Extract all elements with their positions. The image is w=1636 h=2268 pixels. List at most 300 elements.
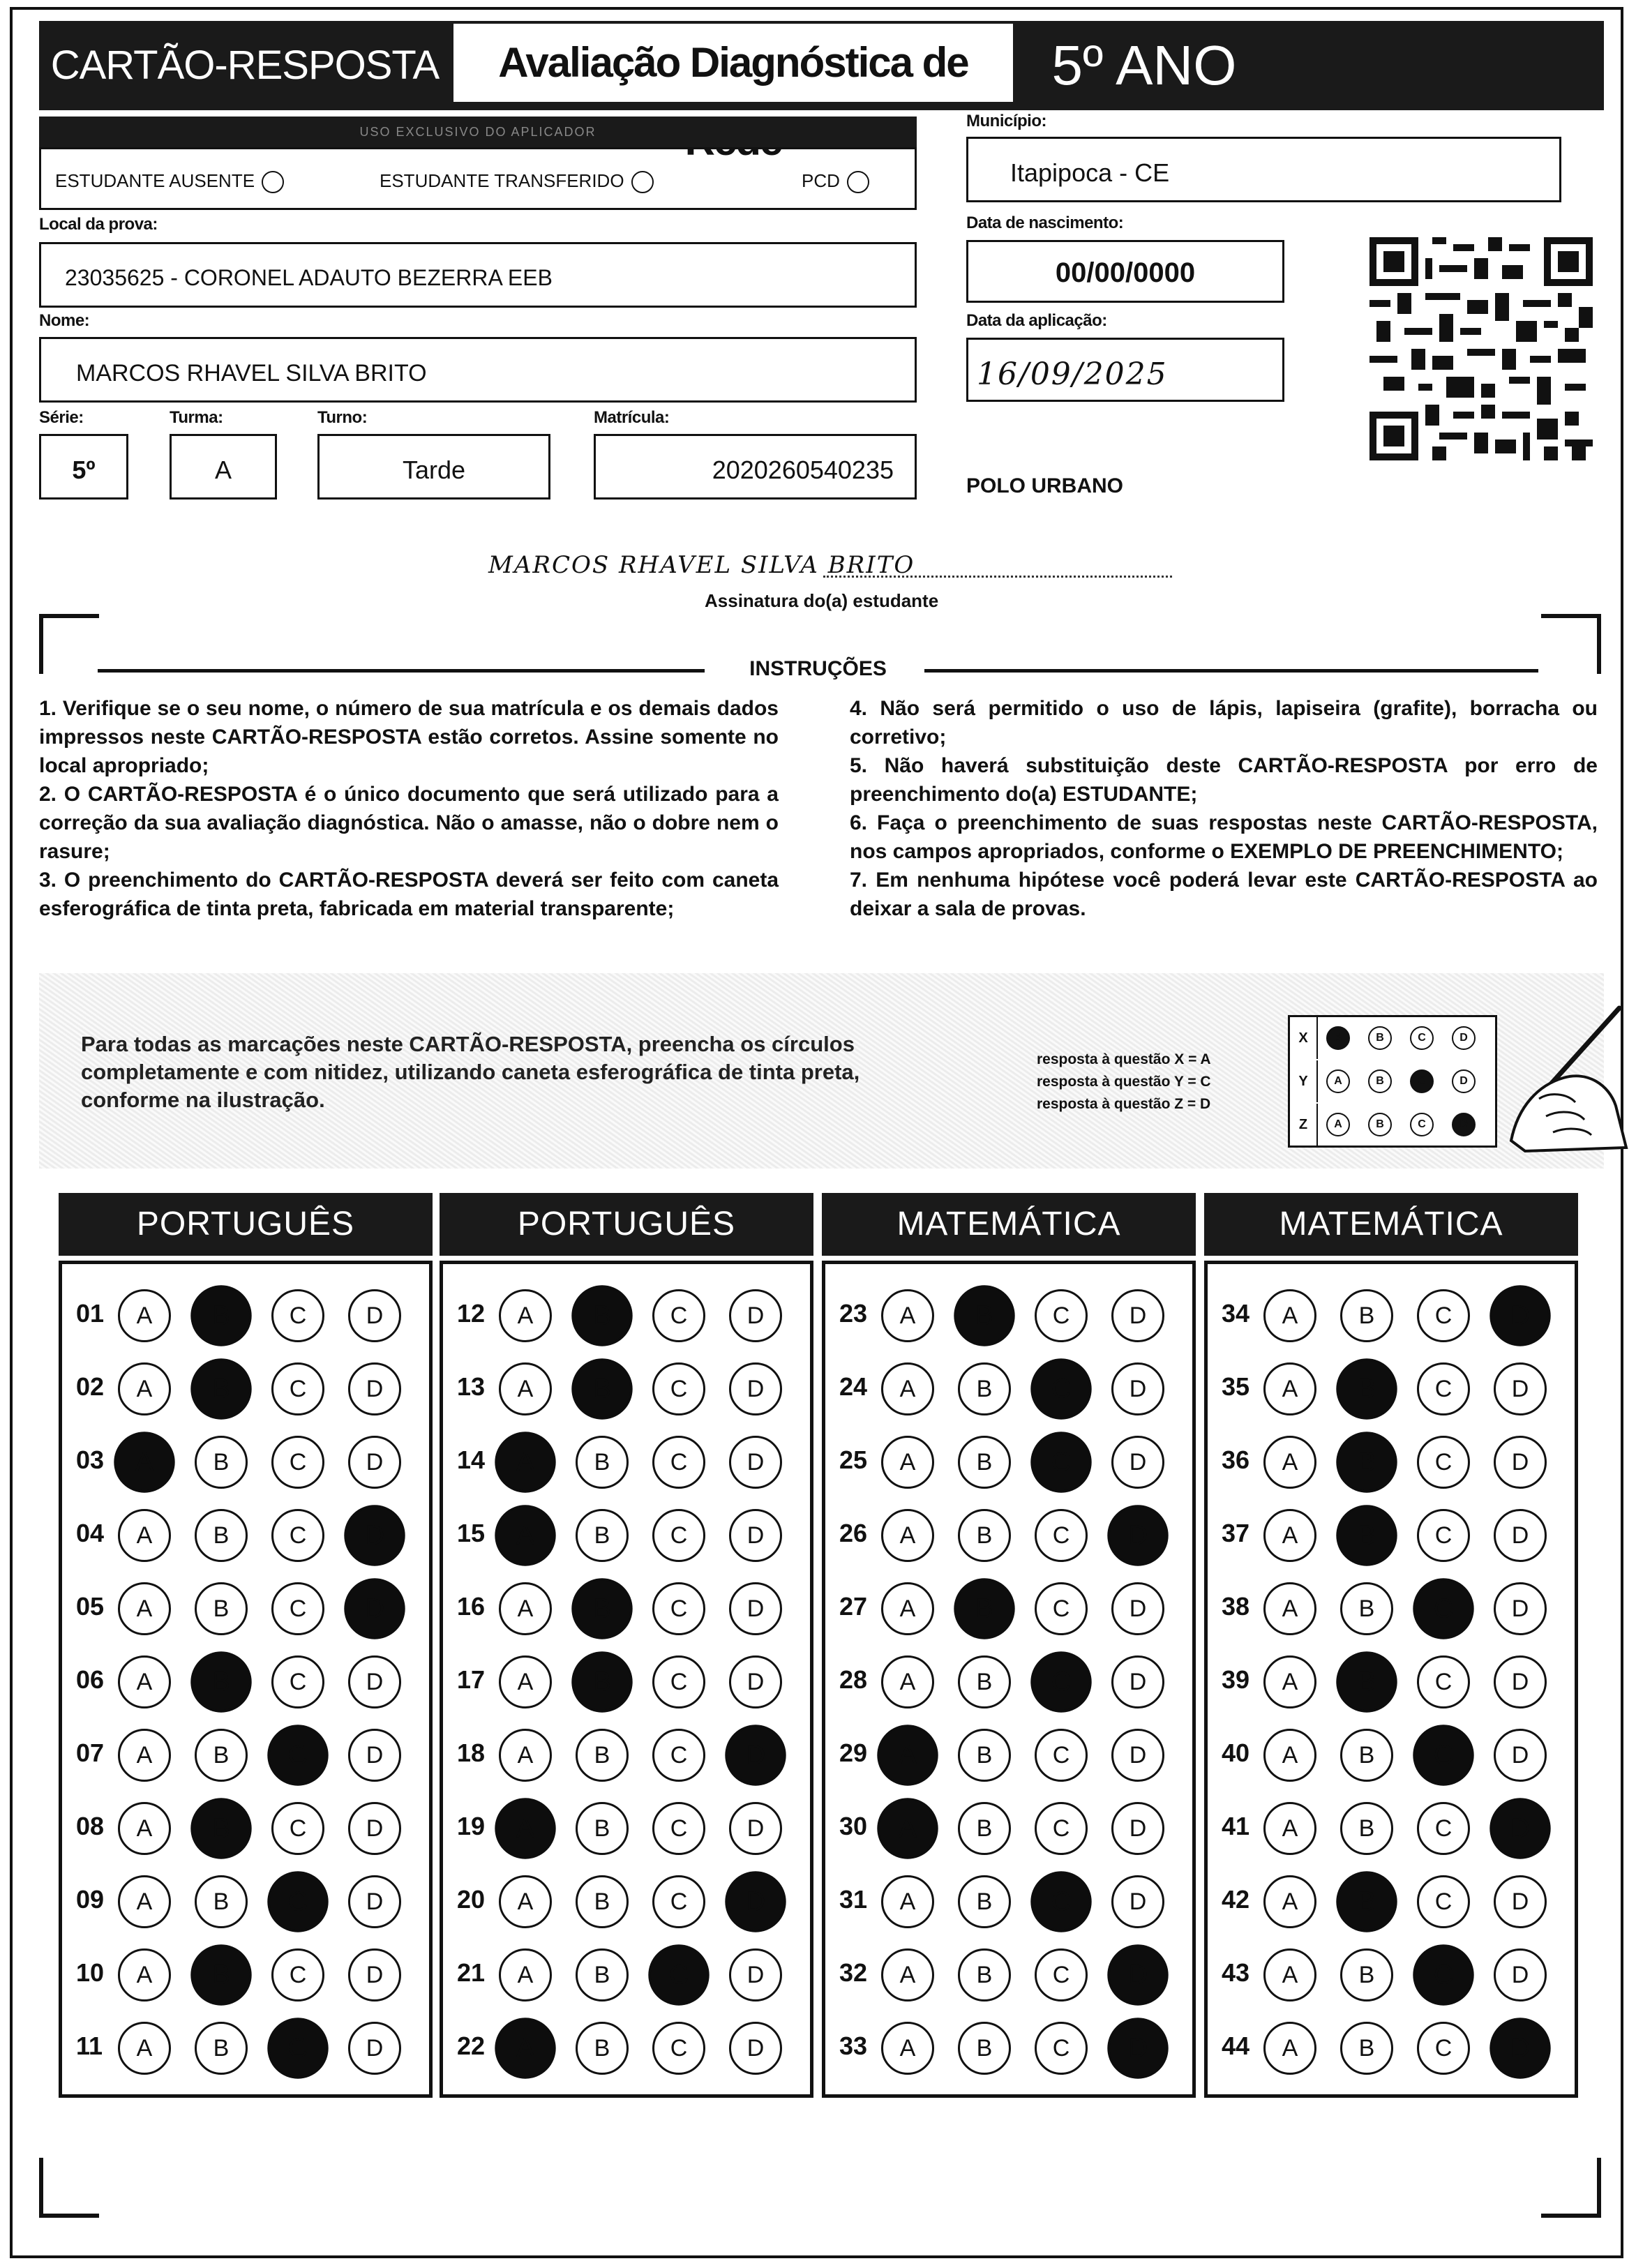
hand-pen-icon [1497, 1001, 1630, 1155]
example-bubble-c: C [1410, 1069, 1434, 1093]
question-row [443, 1432, 810, 1487]
answer-bubble-d[interactable]: D [1494, 1436, 1547, 1489]
question-row [62, 1578, 429, 1634]
answer-bubble-c[interactable]: C [1417, 1655, 1470, 1708]
answer-bubble-a[interactable]: A [118, 2022, 171, 2075]
example-bubble-b: B [1368, 1069, 1392, 1093]
answer-bubble-a[interactable]: A [499, 1948, 552, 2002]
answer-bubble-b[interactable]: B [576, 1436, 629, 1489]
answer-bubble-b[interactable]: B [1340, 1948, 1393, 2002]
question-row [62, 1358, 429, 1414]
answer-bubble-c[interactable]: C [1035, 2022, 1088, 2075]
answer-bubble-c[interactable]: C [271, 1582, 324, 1635]
answer-bubble-b[interactable]: B [576, 1729, 629, 1782]
example-bubble-d: D [1452, 1026, 1476, 1050]
question-number: 22 [457, 2032, 486, 2060]
answer-column [822, 1261, 1196, 2098]
question-row [62, 1871, 429, 1927]
answer-bubble-d[interactable]: D [1489, 2018, 1550, 2078]
question-number: 27 [839, 1592, 868, 1621]
answer-bubble-a[interactable]: A [881, 1948, 934, 2002]
answer-bubble-d[interactable]: D [1107, 1944, 1168, 2005]
nome-value: MARCOS RHAVEL SILVA BRITO [76, 360, 427, 386]
answer-bubble-c[interactable]: C [1030, 1358, 1091, 1419]
answer-bubble-d[interactable]: D [1111, 1362, 1164, 1415]
answer-bubble-d[interactable]: D [1494, 1875, 1547, 1928]
example-key-x: resposta à questão X = A [1037, 1051, 1211, 1067]
question-number: 02 [76, 1372, 105, 1401]
answer-bubble-b[interactable]: B [954, 1285, 1014, 1346]
answer-bubble-c[interactable]: C [1035, 1729, 1088, 1782]
answer-column [440, 1261, 813, 2098]
question-number: 44 [1222, 2032, 1250, 2060]
answer-bubble-c[interactable]: C [271, 1436, 324, 1489]
question-row [1208, 1578, 1575, 1634]
instruction-7: 7. Em nenhuma hipótese você poderá levar este CARTÃO-RESPOSTA ao deixar a sala de provas. [850, 869, 1598, 920]
fill-example-keys [1037, 1049, 1211, 1116]
answer-bubble-d[interactable]: D [729, 1582, 782, 1635]
question-number: 06 [76, 1665, 105, 1694]
question-row [1208, 1871, 1575, 1927]
question-number: 11 [76, 2032, 103, 2060]
answer-bubble-c[interactable]: C [1035, 1289, 1088, 1342]
answer-bubble-d[interactable]: D [1494, 1948, 1547, 2002]
question-number: 14 [457, 1445, 486, 1474]
answer-bubble-a[interactable]: A [877, 1725, 938, 1785]
answer-bubble-b[interactable]: B [958, 2022, 1011, 2075]
answer-bubble-d[interactable]: D [1111, 1582, 1164, 1635]
answer-bubble-b[interactable]: B [1336, 1651, 1397, 1712]
answer-bubble-c[interactable]: C [1413, 1578, 1473, 1639]
question-row [62, 1432, 429, 1487]
answer-bubble-b[interactable]: B [958, 1362, 1011, 1415]
answer-bubble-b[interactable]: B [195, 1509, 248, 1562]
fill-example-grid [1288, 1015, 1497, 1148]
answer-bubble-b[interactable]: B [576, 1875, 629, 1928]
question-row [443, 1871, 810, 1927]
answer-bubble-c[interactable]: C [271, 1509, 324, 1562]
answer-bubble-d[interactable]: D [1111, 1802, 1164, 1855]
answer-bubble-b[interactable]: B [576, 1948, 629, 2002]
answer-bubble-d[interactable]: D [1489, 1798, 1550, 1858]
answer-bubble-b[interactable]: B [958, 1729, 1011, 1782]
answer-bubble-c[interactable]: C [267, 2018, 328, 2078]
question-row [1208, 1505, 1575, 1561]
status-box [39, 147, 917, 210]
transferred-option[interactable] [380, 170, 654, 193]
answer-bubble-d[interactable]: D [1111, 1875, 1164, 1928]
answer-bubble-d[interactable]: D [725, 1871, 786, 1932]
answer-bubble-c[interactable]: C [271, 1802, 324, 1855]
answer-bubble-a[interactable]: A [881, 1875, 934, 1928]
question-number: 20 [457, 1885, 486, 1914]
answer-bubble-c[interactable]: C [271, 1289, 324, 1342]
question-number: 07 [76, 1738, 105, 1767]
question-number: 31 [839, 1885, 868, 1914]
question-row [62, 1285, 429, 1341]
answer-bubble-a[interactable]: A [881, 1362, 934, 1415]
answer-bubble-d[interactable]: D [1107, 2018, 1168, 2078]
answer-bubble-c[interactable]: C [1030, 1871, 1091, 1932]
answer-bubble-b[interactable]: B [958, 1436, 1011, 1489]
question-row [1208, 2018, 1575, 2073]
example-bubble-b: B [1368, 1026, 1392, 1050]
question-row [62, 1651, 429, 1707]
answer-bubble-a[interactable]: A [1263, 1948, 1316, 2002]
answer-bubble-c[interactable]: C [1417, 1875, 1470, 1928]
answer-bubble-d[interactable]: D [1494, 1729, 1547, 1782]
answer-bubble-a[interactable]: A [1263, 1436, 1316, 1489]
question-row [62, 1505, 429, 1561]
answer-bubble-d[interactable]: D [348, 1436, 401, 1489]
answer-bubble-c[interactable]: C [1030, 1432, 1091, 1492]
absent-bubble[interactable] [262, 171, 284, 193]
answer-bubble-b[interactable]: B [190, 1651, 251, 1712]
answer-bubble-a[interactable]: A [118, 1802, 171, 1855]
answer-bubble-c[interactable]: C [652, 1289, 705, 1342]
question-number: 32 [839, 1958, 868, 1987]
local-value: 23035625 - CORONEL ADAUTO BEZERRA EEB [65, 265, 553, 290]
answer-bubble-a[interactable]: A [118, 1289, 171, 1342]
answer-bubble-d[interactable]: D [348, 1655, 401, 1708]
answer-bubble-a[interactable]: A [1263, 1802, 1316, 1855]
answer-bubble-b[interactable]: B [190, 1798, 251, 1858]
answer-bubble-d[interactable]: D [729, 1362, 782, 1415]
answer-bubble-b[interactable]: B [1336, 1358, 1397, 1419]
answer-bubble-d[interactable]: D [1494, 1655, 1547, 1708]
question-number: 18 [457, 1738, 486, 1767]
answer-bubble-a[interactable]: A [499, 1875, 552, 1928]
signature-line [823, 576, 1172, 578]
turno-value: Tarde [402, 456, 466, 484]
answer-bubble-c[interactable]: C [1417, 1802, 1470, 1855]
answer-bubble-a[interactable]: A [114, 1432, 174, 1492]
answer-bubble-a[interactable]: A [1263, 1729, 1316, 1782]
answer-column [1204, 1261, 1578, 2098]
nascimento-label: Data de nascimento: [966, 213, 1124, 232]
answer-bubble-c[interactable]: C [1417, 1362, 1470, 1415]
question-row [443, 1725, 810, 1780]
instructions-title: INSTRUÇÕES [749, 657, 887, 680]
answer-bubble-c[interactable]: C [652, 1729, 705, 1782]
answer-bubble-c[interactable]: C [652, 1802, 705, 1855]
absent-option[interactable] [55, 170, 284, 193]
answer-bubble-d[interactable]: D [1494, 1362, 1547, 1415]
answer-bubble-a[interactable]: A [118, 1655, 171, 1708]
nascimento-value: 00/00/0000 [1055, 257, 1196, 288]
serie-value: 5º [72, 456, 96, 484]
answer-bubble-c[interactable]: C [1413, 1944, 1473, 2005]
instruction-1: 1. Verifique se o seu nome, o número de sua matrícula e os demais dados impressos neste CARTÃO-RESPOSTA estão corretos. Assine somente no local apropriado; [39, 697, 779, 777]
answer-bubble-d[interactable]: D [1111, 1729, 1164, 1782]
question-number: 09 [76, 1885, 105, 1914]
answer-bubble-b[interactable]: B [195, 1436, 248, 1489]
answer-bubble-d[interactable]: D [344, 1578, 405, 1639]
example-row-label: Z [1290, 1104, 1318, 1146]
question-row [443, 1798, 810, 1854]
question-number: 36 [1222, 1445, 1250, 1474]
answer-bubble-d[interactable]: D [348, 1802, 401, 1855]
question-number: 15 [457, 1519, 486, 1547]
nome-field [39, 337, 917, 403]
answer-bubble-a[interactable]: A [499, 1289, 552, 1342]
student-signature: MARCOS RHAVEL SILVA BRITO [488, 551, 915, 579]
answer-bubble-c[interactable]: C [652, 1875, 705, 1928]
answer-bubble-b[interactable]: B [571, 1285, 632, 1346]
question-number: 17 [457, 1665, 486, 1694]
answer-bubble-a[interactable]: A [499, 1655, 552, 1708]
answer-bubble-c[interactable]: C [648, 1944, 709, 2005]
question-number: 34 [1222, 1299, 1250, 1328]
question-row [443, 2018, 810, 2073]
answer-bubble-a[interactable]: A [495, 1798, 555, 1858]
answer-bubble-c[interactable]: C [652, 1436, 705, 1489]
question-row [825, 1358, 1192, 1414]
answer-bubble-a[interactable]: A [881, 1289, 934, 1342]
nascimento-field [966, 240, 1284, 303]
answer-bubble-a[interactable]: A [881, 1655, 934, 1708]
answer-bubble-d[interactable]: D [729, 2022, 782, 2075]
answer-bubble-d[interactable]: D [1494, 1582, 1547, 1635]
answer-bubble-c[interactable]: C [1035, 1582, 1088, 1635]
answer-bubble-c[interactable]: C [1035, 1509, 1088, 1562]
answer-bubble-d[interactable]: D [348, 1875, 401, 1928]
question-row [1208, 1798, 1575, 1854]
municipio-label: Município: [966, 112, 1046, 130]
answer-bubble-b[interactable]: B [1336, 1432, 1397, 1492]
example-row-label: Y [1290, 1060, 1318, 1102]
answer-bubble-b[interactable]: B [571, 1578, 632, 1639]
turno-label: Turno: [317, 408, 368, 427]
corner-mark-bottom-left [39, 2158, 99, 2218]
answer-bubble-a[interactable]: A [881, 1436, 934, 1489]
answer-bubble-d[interactable]: D [348, 1948, 401, 2002]
pcd-bubble[interactable] [847, 171, 869, 193]
answer-bubble-a[interactable]: A [881, 1509, 934, 1562]
answer-bubble-b[interactable]: B [958, 1655, 1011, 1708]
question-row [825, 1651, 1192, 1707]
answer-bubble-b[interactable]: B [576, 1509, 629, 1562]
example-row-label: X [1290, 1017, 1318, 1059]
question-row [825, 1432, 1192, 1487]
answer-bubble-b[interactable]: B [190, 1285, 251, 1346]
nome-label: Nome: [39, 311, 90, 330]
pcd-label: PCD [802, 170, 840, 191]
example-key-y: resposta à questão Y = C [1037, 1074, 1211, 1090]
answer-bubble-a[interactable]: A [118, 1729, 171, 1782]
answer-bubble-c[interactable]: C [1417, 1289, 1470, 1342]
answer-bubble-a[interactable]: A [881, 2022, 934, 2075]
answer-bubble-d[interactable]: D [729, 1802, 782, 1855]
answer-bubble-c[interactable]: C [271, 1362, 324, 1415]
answer-bubble-d[interactable]: D [348, 1289, 401, 1342]
question-row [1208, 1358, 1575, 1414]
turma-field [170, 434, 277, 500]
example-row [1290, 1017, 1495, 1059]
example-bubble-c: C [1410, 1113, 1434, 1136]
question-number: 30 [839, 1812, 868, 1840]
answer-bubble-a[interactable]: A [877, 1798, 938, 1858]
answer-bubble-b[interactable]: B [195, 1582, 248, 1635]
answer-bubble-d[interactable]: D [344, 1505, 405, 1565]
answer-bubble-c[interactable]: C [652, 2022, 705, 2075]
pcd-option[interactable] [802, 170, 869, 193]
question-number: 28 [839, 1665, 868, 1694]
answer-bubble-a[interactable]: A [499, 1362, 552, 1415]
answer-bubble-a[interactable]: A [118, 1509, 171, 1562]
answer-bubble-d[interactable]: D [725, 1725, 786, 1785]
transferred-label: ESTUDANTE TRANSFERIDO [380, 170, 624, 191]
matricula-label: Matrícula: [594, 408, 670, 427]
answer-bubble-c[interactable]: C [652, 1362, 705, 1415]
instruction-3: 3. O preenchimento do CARTÃO-RESPOSTA deverá ser feito com caneta esferográfica de tinta preta, fabricada em material transparente; [39, 869, 779, 920]
instruction-5: 5. Não haverá substituição deste CARTÃO-RESPOSTA por erro de preenchimento do(a) ESTUDANTE; [850, 754, 1598, 806]
answer-bubble-c[interactable]: C [1030, 1651, 1091, 1712]
question-row [443, 1578, 810, 1634]
question-number: 25 [839, 1445, 868, 1474]
answer-bubble-a[interactable]: A [499, 1729, 552, 1782]
answer-bubble-c[interactable]: C [652, 1655, 705, 1708]
answer-bubble-a[interactable]: A [1263, 1655, 1316, 1708]
question-number: 16 [457, 1592, 486, 1621]
question-number: 04 [76, 1519, 105, 1547]
answer-bubble-c[interactable]: C [271, 1948, 324, 2002]
answer-bubble-b[interactable]: B [958, 1802, 1011, 1855]
corner-mark-bottom-right [1541, 2158, 1601, 2218]
answer-bubble-d[interactable]: D [1494, 1509, 1547, 1562]
answer-bubble-d[interactable]: D [729, 1509, 782, 1562]
answer-bubble-c[interactable]: C [1417, 1436, 1470, 1489]
answer-bubble-a[interactable]: A [1263, 1362, 1316, 1415]
answer-bubble-c[interactable]: C [1035, 1948, 1088, 2002]
question-number: 08 [76, 1812, 105, 1840]
answer-bubble-c[interactable]: C [1417, 1509, 1470, 1562]
fill-example-text: Para todas as marcações neste CARTÃO-RESPOSTA, preencha os círculos completamente e com nitidez, utilizando caneta esferográfica de tinta preta, conforme na ilustração. [81, 1032, 860, 1112]
answer-bubble-a[interactable]: A [1263, 1289, 1316, 1342]
answer-bubble-d[interactable]: D [1111, 1655, 1164, 1708]
answer-bubble-b[interactable]: B [571, 1358, 632, 1419]
answer-bubble-a[interactable]: A [495, 1505, 555, 1565]
answer-bubble-b[interactable]: B [195, 1729, 248, 1782]
answer-bubble-b[interactable]: B [1340, 1802, 1393, 1855]
answer-bubble-d[interactable]: D [1107, 1505, 1168, 1565]
answer-bubble-a[interactable]: A [118, 1875, 171, 1928]
answer-bubble-c[interactable]: C [1417, 2022, 1470, 2075]
answer-bubble-a[interactable]: A [1263, 1875, 1316, 1928]
answer-bubble-a[interactable]: A [1263, 1582, 1316, 1635]
answer-bubble-b[interactable]: B [954, 1578, 1014, 1639]
answer-bubble-c[interactable]: C [271, 1655, 324, 1708]
answer-bubble-c[interactable]: C [652, 1582, 705, 1635]
answer-bubble-b[interactable]: B [576, 1802, 629, 1855]
answer-bubble-d[interactable]: D [1489, 1285, 1550, 1346]
example-bubble-d: D [1452, 1069, 1476, 1093]
question-number: 29 [839, 1738, 868, 1767]
answer-bubble-a[interactable]: A [499, 1582, 552, 1635]
question-number: 39 [1222, 1665, 1250, 1694]
answer-bubble-d[interactable]: D [348, 1729, 401, 1782]
answer-bubble-d[interactable]: D [1111, 1436, 1164, 1489]
subject-header: PORTUGUÊS [440, 1193, 813, 1256]
subject-header: MATEMÁTICA [822, 1193, 1196, 1256]
answer-bubble-a[interactable]: A [1263, 2022, 1316, 2075]
example-bubble-a: A [1326, 1113, 1350, 1136]
answer-bubble-b[interactable]: B [1336, 1871, 1397, 1932]
question-number: 12 [457, 1299, 486, 1328]
answer-bubble-a[interactable]: A [1263, 1509, 1316, 1562]
answer-bubble-d[interactable]: D [1111, 1289, 1164, 1342]
example-key-z: resposta à questão Z = D [1037, 1096, 1211, 1112]
answer-bubble-b[interactable]: B [190, 1944, 251, 2005]
answer-bubble-a[interactable]: A [495, 1432, 555, 1492]
question-number: 42 [1222, 1885, 1250, 1914]
question-row [825, 2018, 1192, 2073]
example-row [1290, 1060, 1495, 1102]
subject-header: PORTUGUÊS [59, 1193, 433, 1256]
answer-bubble-b[interactable]: B [958, 1875, 1011, 1928]
answer-bubble-d[interactable]: D [348, 1362, 401, 1415]
answer-bubble-b[interactable]: B [1340, 1582, 1393, 1635]
answer-bubble-b[interactable]: B [571, 1651, 632, 1712]
answer-bubble-c[interactable]: C [267, 1725, 328, 1785]
answer-bubble-b[interactable]: B [958, 1509, 1011, 1562]
question-number: 10 [76, 1958, 105, 1987]
question-row [443, 1944, 810, 2000]
question-number: 37 [1222, 1519, 1250, 1547]
answer-bubble-a[interactable]: A [118, 1948, 171, 2002]
question-number: 38 [1222, 1592, 1250, 1621]
answer-bubble-b[interactable]: B [190, 1358, 251, 1419]
answer-bubble-a[interactable]: A [118, 1582, 171, 1635]
answer-bubble-b[interactable]: B [1340, 2022, 1393, 2075]
applicator-strip: USO EXCLUSIVO DO APLICADOR [39, 117, 917, 147]
transferred-bubble[interactable] [631, 171, 654, 193]
answer-bubble-d[interactable]: D [729, 1289, 782, 1342]
question-row [62, 1725, 429, 1780]
question-row [62, 2018, 429, 2073]
question-number: 01 [76, 1299, 105, 1328]
turno-field [317, 434, 550, 500]
question-row [825, 1798, 1192, 1854]
answer-bubble-b[interactable]: B [576, 2022, 629, 2075]
question-number: 05 [76, 1592, 105, 1621]
answer-bubble-d[interactable]: D [729, 1436, 782, 1489]
answer-bubble-d[interactable]: D [729, 1655, 782, 1708]
answer-bubble-b[interactable]: B [195, 1875, 248, 1928]
answer-bubble-d[interactable]: D [348, 2022, 401, 2075]
exam-title: Avaliação Diagnóstica de [451, 21, 1016, 105]
answer-bubble-a[interactable]: A [118, 1362, 171, 1415]
answer-bubble-b[interactable]: B [1336, 1505, 1397, 1565]
matricula-field [594, 434, 917, 500]
polo-label: POLO URBANO [966, 474, 1123, 497]
answer-bubble-b[interactable]: B [195, 2022, 248, 2075]
question-number: 35 [1222, 1372, 1250, 1401]
answer-bubble-b[interactable]: B [1340, 1729, 1393, 1782]
answer-bubble-a[interactable]: A [495, 2018, 555, 2078]
card-title: CARTÃO-RESPOSTA [50, 43, 440, 88]
answer-bubble-c[interactable]: C [1035, 1802, 1088, 1855]
answer-bubble-d[interactable]: D [729, 1948, 782, 2002]
answer-bubble-c[interactable]: C [652, 1509, 705, 1562]
answer-bubble-c[interactable]: C [1413, 1725, 1473, 1785]
answer-bubble-b[interactable]: B [958, 1948, 1011, 2002]
example-row [1290, 1104, 1495, 1146]
example-bubble-a: A [1326, 1069, 1350, 1093]
answer-bubble-c[interactable]: C [267, 1871, 328, 1932]
answer-bubble-b[interactable]: B [1340, 1289, 1393, 1342]
answer-bubble-a[interactable]: A [881, 1582, 934, 1635]
